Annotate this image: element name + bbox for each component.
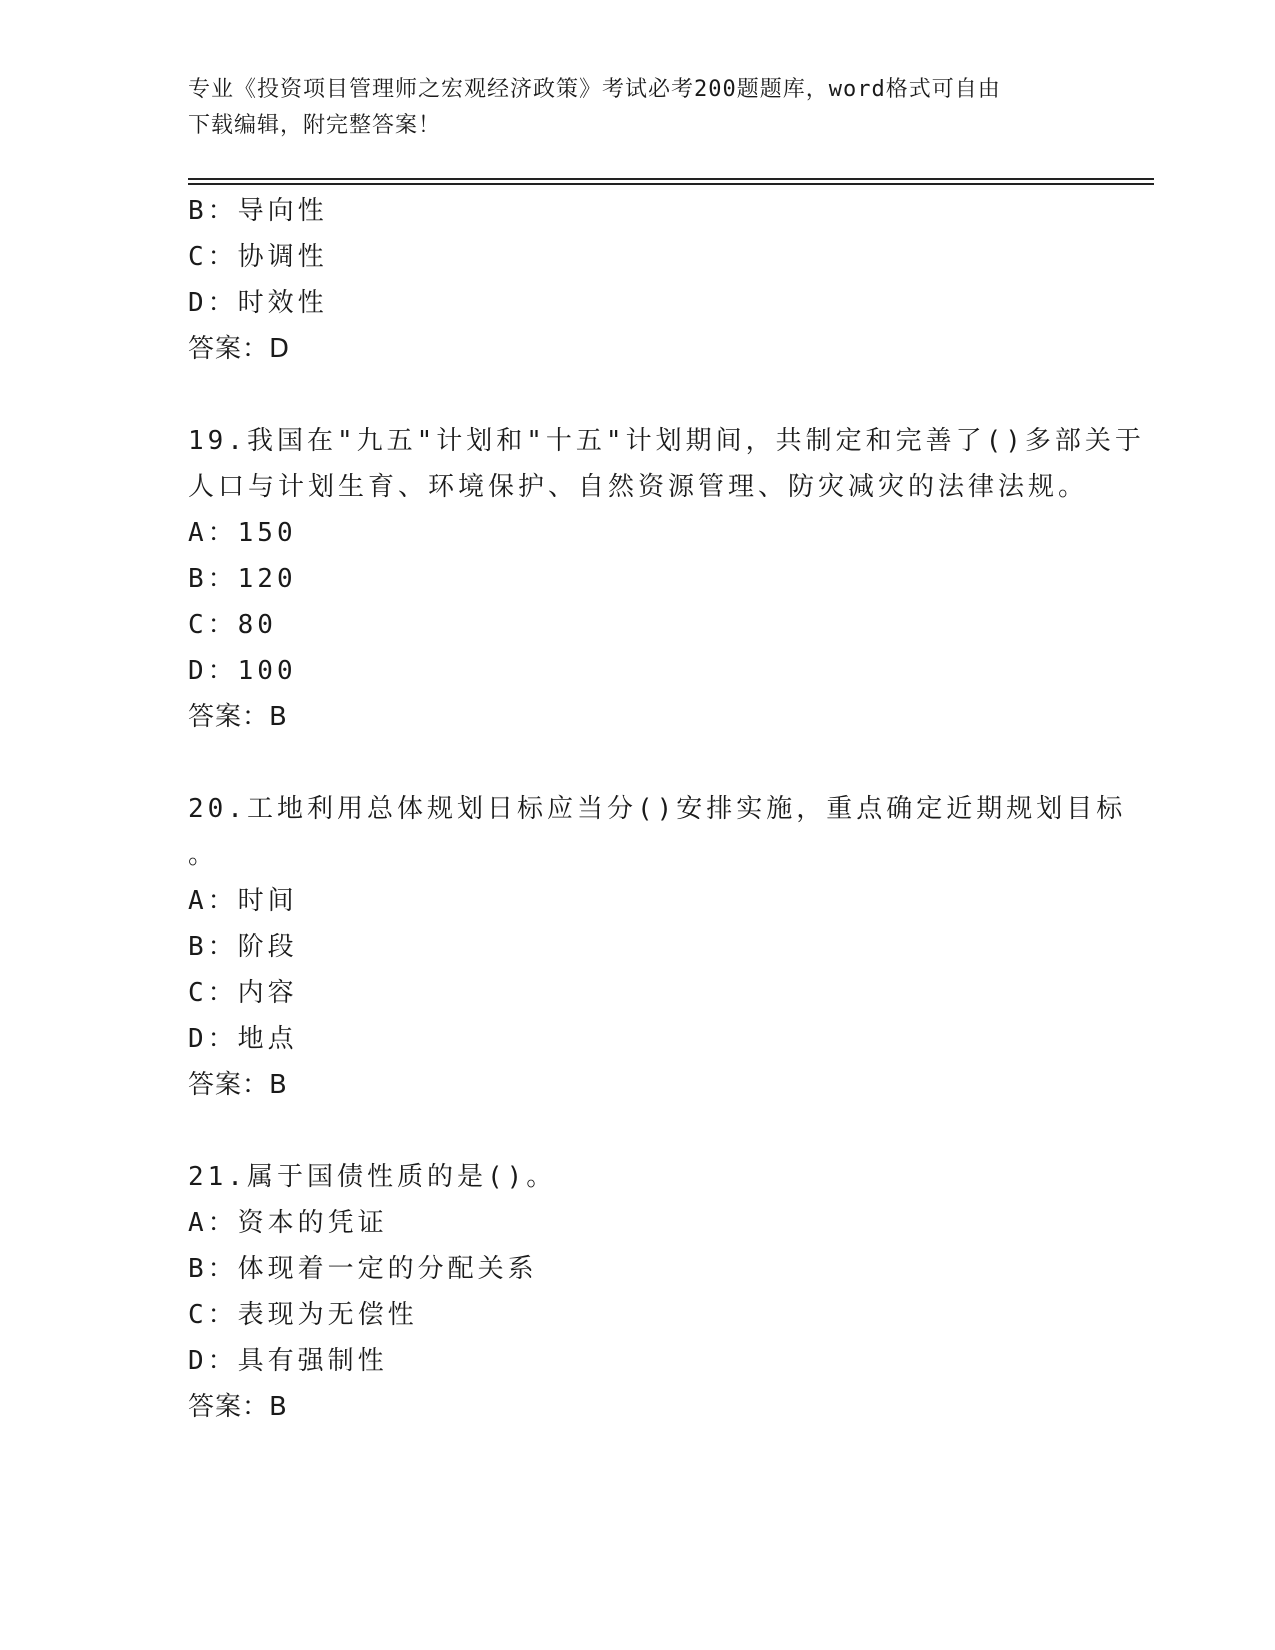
option-text: 80: [237, 610, 277, 640]
header-title-line-2: 下载编辑，附完整答案！: [188, 113, 442, 138]
question-list: [188, 188, 1145, 1430]
header-divider-bottom: [188, 183, 1154, 185]
option-text: 时间: [237, 886, 298, 916]
option-d: [188, 1338, 1088, 1384]
option-key: C：: [188, 978, 238, 1008]
spacer: [188, 740, 1088, 786]
option-key: D：: [188, 1346, 238, 1376]
option-text: 具有强制性: [237, 1346, 388, 1376]
option-key: A：: [188, 886, 238, 916]
option-key: C：: [188, 1300, 238, 1330]
spacer: [188, 1108, 1088, 1154]
option-b: [188, 188, 1088, 234]
option-text: 地点: [237, 1024, 298, 1054]
option-key: D：: [188, 1024, 238, 1054]
option-key: A：: [188, 518, 238, 548]
option-key: B：: [188, 932, 238, 962]
answer-line: 答案：B: [188, 1392, 288, 1422]
option-text: 120: [237, 564, 297, 594]
option-c: [188, 602, 1088, 648]
option-text: 资本的凭证: [237, 1208, 388, 1238]
question-20: [188, 786, 1127, 1108]
answer-line: 答案：B: [188, 702, 288, 732]
option-b: [188, 1246, 1088, 1292]
question-text-line-1: 21.属于国债性质的是()。: [188, 1162, 557, 1192]
question-text-line-2: 人口与计划生育、环境保护、自然资源管理、防灾减灾的法律法规。: [188, 472, 1089, 502]
option-key: B：: [188, 564, 238, 594]
header-divider-top: [188, 178, 1154, 180]
option-text: 协调性: [237, 242, 328, 272]
option-text: 导向性: [237, 196, 328, 226]
option-key: A：: [188, 1208, 238, 1238]
option-d: [188, 280, 1088, 326]
answer-line: 答案：B: [188, 1070, 288, 1100]
answer-line: 答案：D: [188, 334, 291, 364]
document-header: [188, 72, 1088, 144]
option-d: [188, 1016, 1088, 1062]
header-title-line-1: 专业《投资项目管理师之宏观经济政策》考试必考200题题库，word格式可自由: [188, 77, 1001, 102]
option-key: C：: [188, 610, 238, 640]
option-c: [188, 970, 1088, 1016]
option-text: 时效性: [237, 288, 328, 318]
option-a: [188, 878, 1088, 924]
question-text-line-1: 19.我国在"九五"计划和"十五"计划期间，共制定和完善了()多部关于: [188, 426, 1145, 456]
option-key: B：: [188, 196, 238, 226]
question-19: [188, 418, 1145, 740]
option-key: C：: [188, 242, 238, 272]
option-b: [188, 924, 1088, 970]
option-b: [188, 556, 1088, 602]
option-key: B：: [188, 1254, 238, 1284]
option-c: [188, 1292, 1088, 1338]
option-key: D：: [188, 656, 238, 686]
option-a: [188, 1200, 1088, 1246]
option-text: 阶段: [237, 932, 298, 962]
option-a: [188, 510, 1088, 556]
prev-question-block: [188, 188, 1088, 372]
option-text: 内容: [237, 978, 298, 1008]
option-text: 表现为无偿性: [237, 1300, 418, 1330]
option-key: D：: [188, 288, 238, 318]
option-text: 100: [237, 656, 297, 686]
question-text-line-1: 20.工地利用总体规划日标应当分()安排实施，重点确定近期规划目标: [188, 794, 1127, 824]
option-c: [188, 234, 1088, 280]
option-d: [188, 648, 1088, 694]
question-21: [188, 1154, 1088, 1430]
option-text: 150: [237, 518, 297, 548]
question-text-line-2: 。: [188, 840, 219, 870]
option-text: 体现着一定的分配关系: [237, 1254, 538, 1284]
spacer: [188, 372, 1088, 418]
